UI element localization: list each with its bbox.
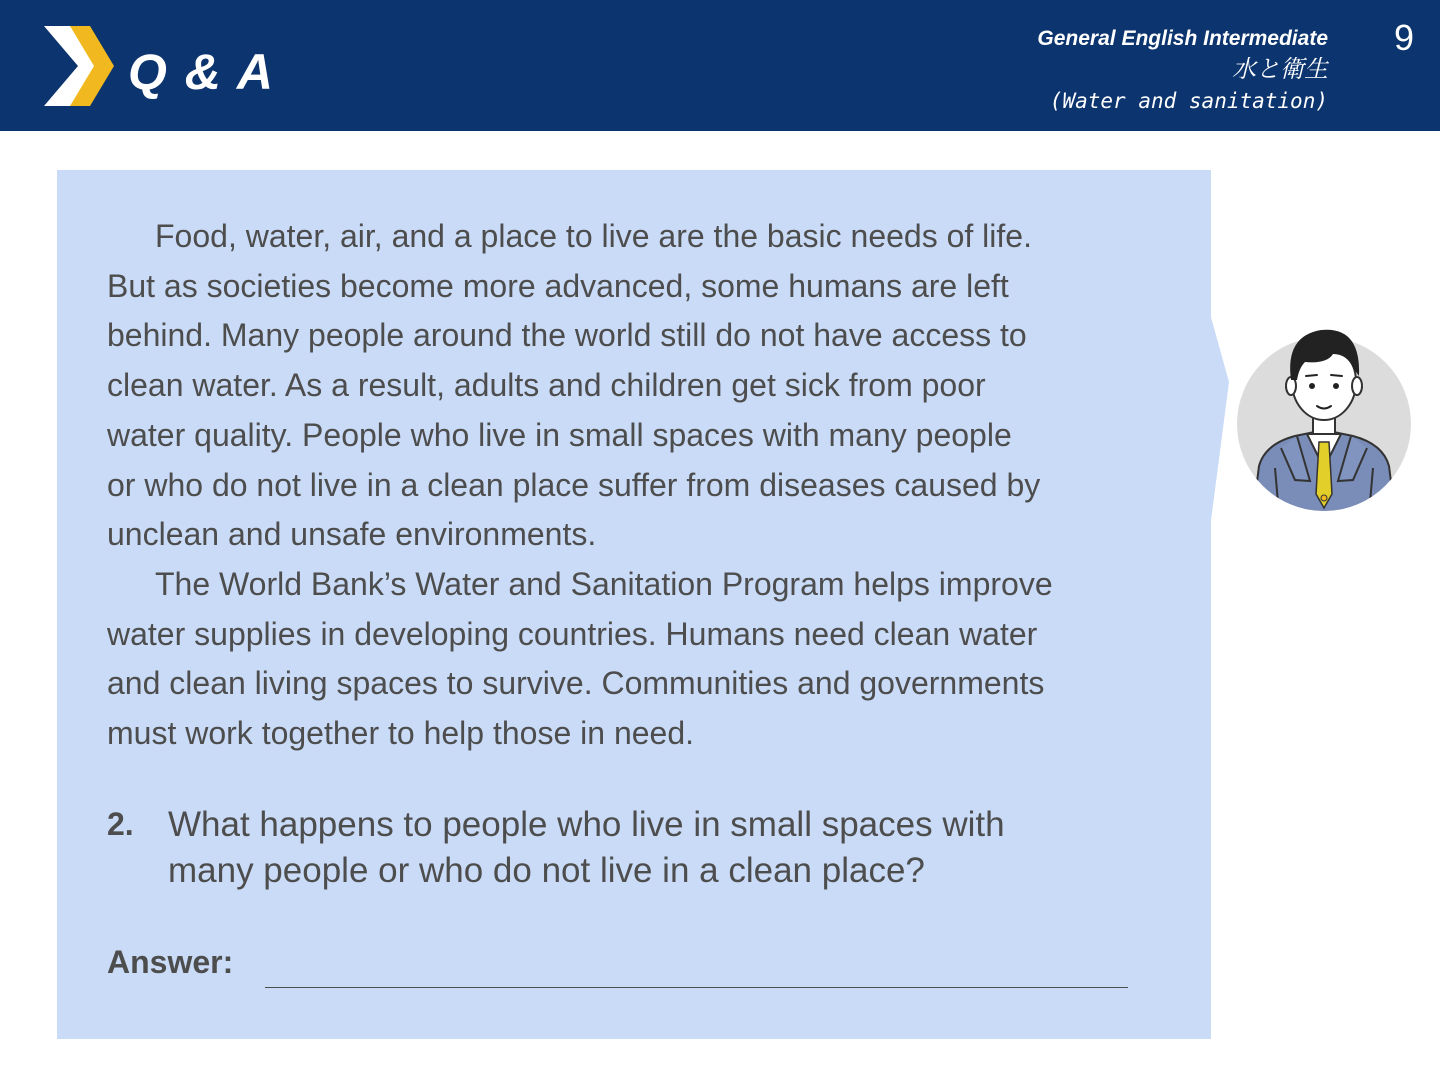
header-bar [0,0,1440,131]
passage-line: water quality. People who live in small spaces with many people [107,416,1012,453]
reading-passage [107,212,1177,759]
topic-english: (Water and sanitation) [1049,89,1328,113]
answer-input-line[interactable] [265,987,1128,988]
passage-line: The World Bank’s Water and Sanitation Program helps improve [155,565,1053,602]
passage-line: unclean and unsafe environments. [107,516,597,553]
speech-bubble-pointer [1209,310,1231,536]
businessman-avatar-icon [1235,318,1413,514]
answer-label: Answer: [107,944,234,980]
passage-line: and clean living spaces to survive. Communities and governments [107,665,1045,702]
passage-paragraph-1 [107,212,1177,560]
section-title: Q & A [128,44,276,100]
question-text [168,802,1005,894]
passage-line: or who do not live in a clean place suffer from diseases caused by [107,466,1041,503]
question-line: many people or who do not live in a clean place? [168,851,925,890]
passage-line: Food, water, air, and a place to live are the basic needs of life. [155,218,1032,254]
passage-line: must work together to help those in need. [107,715,695,752]
question-number: 2. [107,806,134,842]
question-line: What happens to people who live in small spaces with [168,805,1005,844]
passage-line: But as societies become more advanced, some humans are left [107,267,1009,304]
reading-panel [57,170,1211,1039]
passage-line: clean water. As a result, adults and children get sick from poor [107,367,986,404]
course-name: General English Intermediate [1037,27,1328,50]
course-info [1037,24,1328,118]
play-arrow-chevron-icon [44,26,114,106]
passage-paragraph-2 [107,560,1177,759]
passage-line: behind. Many people around the world still do not have access to [107,317,1027,354]
page-number: 9 [1393,17,1414,58]
passage-line: water supplies in developing countries. Humans need clean water [107,615,1038,652]
topic-japanese: 水と衛生 [1232,55,1328,83]
